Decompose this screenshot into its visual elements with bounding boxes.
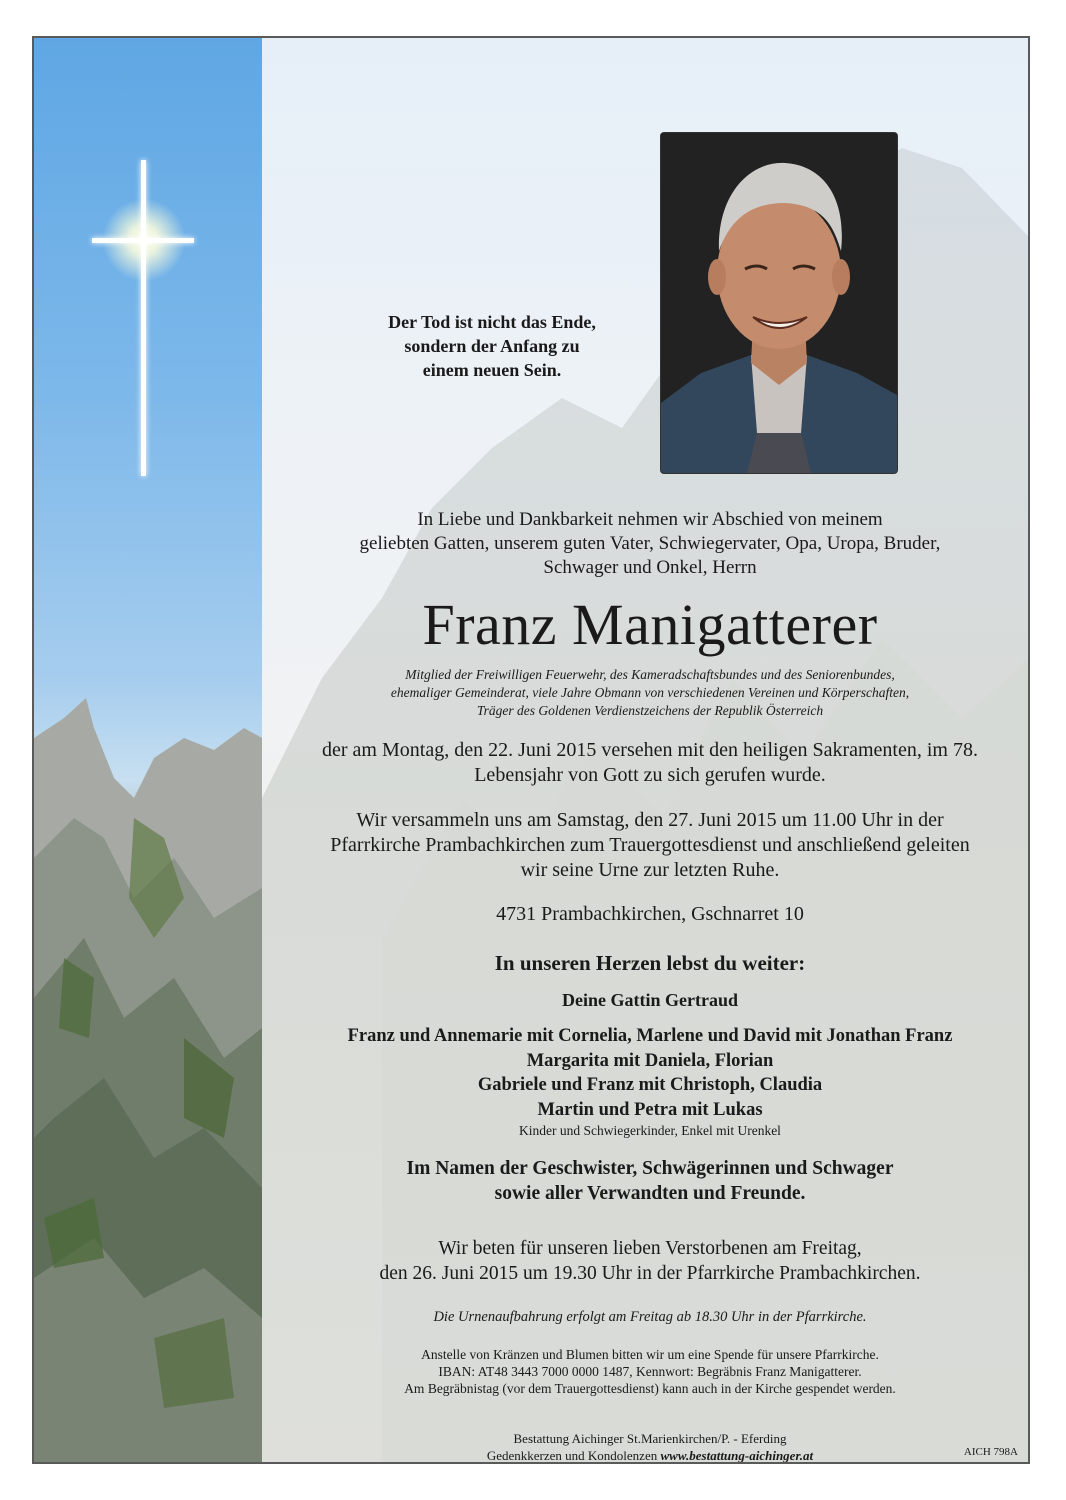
funeral-service-text <box>276 808 1024 883</box>
children-line: Margarita mit Daniela, Florian <box>526 1050 774 1071</box>
obituary-card <box>32 36 1030 1464</box>
siblings-line: Im Namen der Geschwister, Schwägerinnen und Schwager <box>406 1158 894 1179</box>
service-line: Pfarrkirche Prambachkirchen zum Trauergottesdienst und anschließend geleiten <box>330 834 970 856</box>
service-line: Wir versammeln uns am Samstag, den 27. Juni 2015 um 11.00 Uhr in der <box>356 809 944 831</box>
portrait-illustration <box>661 133 897 473</box>
prayer-line: Wir beten für unseren lieben Verstorbenen am Freitag, <box>438 1238 862 1259</box>
children-line: Franz und Annemarie mit Cornelia, Marlene und David mit Jonathan Franz <box>347 1026 953 1046</box>
intro-text <box>276 508 1024 580</box>
mountain-photo-strip <box>34 38 262 1464</box>
undertaker-line: Bestattung Aichinger St.Marienkirchen/P. - Eferding <box>513 1431 787 1446</box>
document-code: AICH 798A <box>963 1446 1018 1458</box>
donation-line: Am Begräbnistag (vor dem Trauergottesdienst) kann auch in der Kirche gespendet werden. <box>404 1381 896 1396</box>
honors-line: Mitglied der Freiwilligen Feuerwehr, des Kameradschaftsbundes und des Seniorenbundes, <box>405 667 895 682</box>
service-line: wir seine Urne zur letzten Ruhe. <box>520 859 780 881</box>
siblings-text <box>276 1156 1024 1206</box>
donation-text <box>276 1346 1024 1397</box>
portrait-photo <box>660 132 898 474</box>
cross-icon <box>141 160 146 476</box>
honors-line: Träger des Goldenen Verdienstzeichens der Republik Österreich <box>476 703 824 718</box>
honors-text <box>276 666 1024 720</box>
death-line: Lebensjahr von Gott zu sich gerufen wurde. <box>474 764 826 786</box>
undertaker-info <box>276 1430 1024 1464</box>
donation-line: Anstelle von Kränzen und Blumen bitten wir um eine Spende für unsere Pfarrkirche. <box>421 1347 879 1362</box>
address: 4731 Prambachkirchen, Gschnarret 10 <box>496 903 804 925</box>
donation-line: IBAN: AT48 3443 7000 0000 1487, Kennwort: Begräbnis Franz Manigatterer. <box>438 1364 862 1379</box>
urn-notice: Die Urnenaufbahrung erfolgt am Freitag ab 18.30 Uhr in der Pfarrkirche. <box>433 1309 867 1325</box>
prayer-line: den 26. Juni 2015 um 19.30 Uhr in der Pfarrkirche Prambachkirchen. <box>379 1263 921 1284</box>
undertaker-line2 <box>276 1447 1024 1464</box>
children-line: Martin und Petra mit Lukas <box>537 1099 763 1120</box>
website-link[interactable]: www.bestattung-aichinger.at <box>660 1448 814 1463</box>
intro-line: In Liebe und Dankbarkeit nehmen wir Abschied von meinem <box>417 509 883 530</box>
intro-line: Schwager und Onkel, Herrn <box>543 557 757 578</box>
motto-quote <box>352 310 632 382</box>
death-notice <box>276 738 1024 788</box>
deceased-name: Franz Manigatterer <box>422 592 878 657</box>
cross-icon-bar <box>92 238 194 243</box>
wife-line: Deine Gattin Gertraud <box>562 990 738 1010</box>
children-list <box>276 1024 1024 1122</box>
hearts-heading: In unseren Herzen lebst du weiter: <box>494 951 806 975</box>
motto-line: einem neuen Sein. <box>422 360 562 380</box>
honors-line: ehemaliger Gemeinderat, viele Jahre Obmann von verschiedenen Vereinen und Körperschaften, <box>390 685 910 700</box>
motto-line: sondern der Anfang zu <box>404 336 580 356</box>
intro-line: geliebten Gatten, unserem guten Vater, Schwiegervater, Opa, Uropa, Bruder, <box>359 533 941 554</box>
motto-line: Der Tod ist nicht das Ende, <box>388 312 596 332</box>
children-line: Gabriele und Franz mit Christoph, Claudia <box>477 1075 823 1095</box>
children-note: Kinder und Schwiegerkinder, Enkel mit Urenkel <box>519 1123 781 1138</box>
siblings-line: sowie aller Verwandten und Freunde. <box>494 1183 806 1204</box>
condolence-label: Gedenkkerzen und Kondolenzen <box>486 1448 658 1463</box>
death-line: der am Montag, den 22. Juni 2015 versehen mit den heiligen Sakramenten, im 78. <box>322 739 978 761</box>
prayer-text <box>276 1236 1024 1286</box>
